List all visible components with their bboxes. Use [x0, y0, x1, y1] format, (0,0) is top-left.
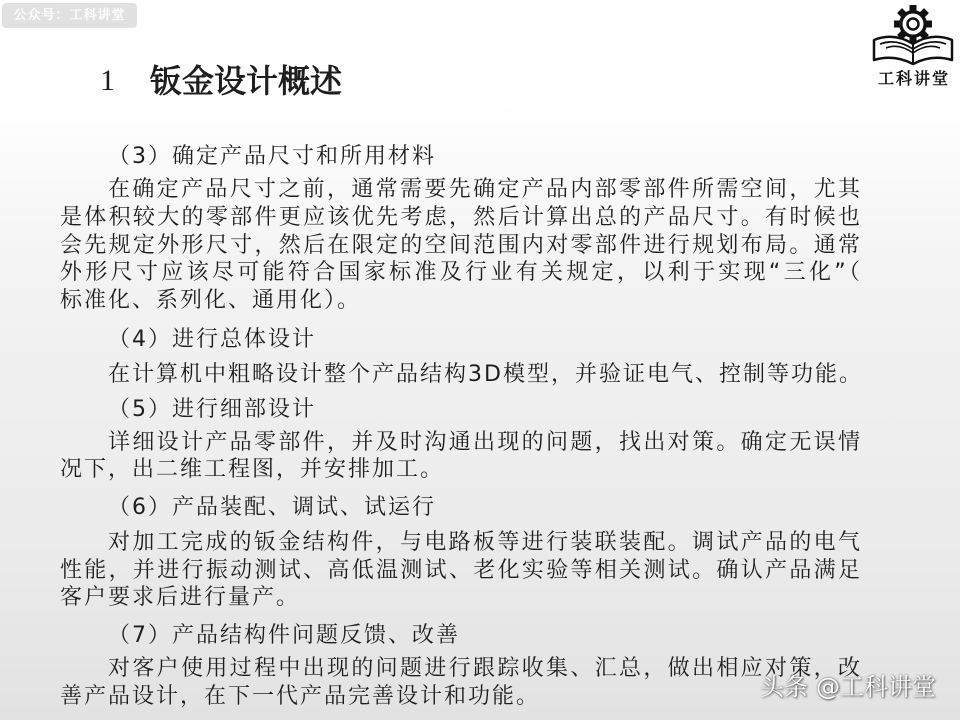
watermark-platform: 头条 — [760, 673, 808, 701]
section-6-line: 对加工完成的钣金结构件，与电路板等进行装联装配。调试产品的电气 — [108, 530, 862, 555]
section-3-line: 会先规定外形尺寸，然后在限定的空间范围内对零部件进行规划布局。通常 — [60, 233, 862, 258]
gear-book-icon — [868, 2, 958, 68]
section-3-line: 在确定产品尺寸之前，通常需要先确定产品内部零部件所需空间，尤其 — [108, 177, 862, 202]
page-title: 钣金设计概述 — [150, 63, 343, 99]
section-7-heading: （7）产品结构件问题反馈、改善 — [108, 623, 460, 648]
section-6-line: 客户要求后进行量产。 — [60, 585, 301, 610]
watermark-handle: @工科讲堂 — [816, 673, 936, 701]
section-5-line: 详细设计产品零部件，并及时沟通出现的问题，找出对策。确定无误情 — [108, 430, 862, 455]
section-5-line: 况下，出二维工程图，并安排加工。 — [60, 457, 445, 482]
section-7-line: 对客户使用过程中出现的问题进行跟踪收集、汇总，做出相应对策，改 — [108, 656, 862, 681]
section-3-line: 标准化、系列化、通用化）。 — [60, 288, 362, 313]
section-4-heading: （4）进行总体设计 — [108, 327, 316, 352]
account-watermark-badge: 公众号：工科讲堂 — [2, 3, 137, 28]
section-5-heading: （5）进行细部设计 — [108, 397, 316, 422]
section-4-line: 在计算机中粗略设计整个产品结构3D模型，并验证电气、控制等功能。 — [108, 362, 863, 387]
section-3-heading: （3）确定产品尺寸和所用材料 — [108, 144, 436, 169]
title-number: 1 — [100, 64, 115, 97]
section-3-line: 是体积较大的零部件更应该优先考虑，然后计算出总的产品尺寸。有时候也 — [60, 205, 862, 230]
section-7-line: 善产品设计，在下一代产品完善设计和功能。 — [60, 684, 541, 709]
section-6-line: 性能，并进行振动测试、高低温测试、老化实验等相关测试。确认产品满足 — [60, 558, 862, 583]
footer-watermark — [760, 670, 936, 704]
section-6-heading: （6）产品装配、调试、试运行 — [108, 495, 436, 520]
logo-text: 工科讲堂 — [877, 69, 950, 88]
section-3-line: 外形尺寸应该尽可能符合国家标准及行业有关规定，以利于实现“三化”（ — [60, 260, 862, 285]
